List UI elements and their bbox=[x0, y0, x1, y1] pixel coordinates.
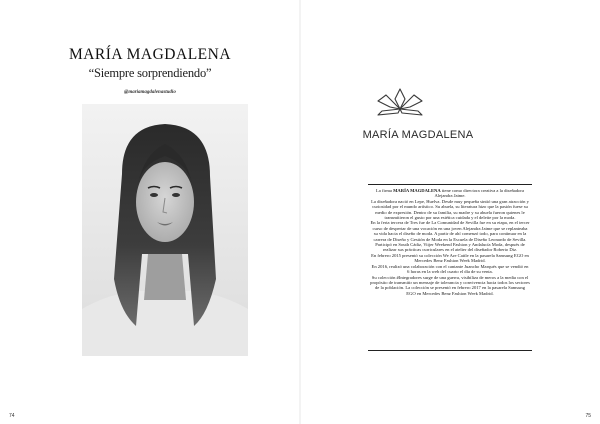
designer-portrait-photo bbox=[82, 104, 248, 356]
bio-p1-brand: MARÍA MAGDALENA bbox=[393, 188, 441, 193]
bio-paragraph-1 bbox=[370, 188, 530, 199]
bio-paragraph-5: En febrero 2015 presentó su colección We Are Cattle en la pasarela Samsung EGO en Mercedes Benz Fashion Week Madrid. bbox=[371, 252, 529, 264]
bio-paragraph-3: En la feria tercera de Tres fue de La Comunidad de Sevilla fue en su etapa, en el tercer curso de despertar de una vocación en una joven Alejandra Jaime que se replanteaba su vida hacia el diseño de moda. A partir de ahí comenzó todo, para continuar en la carrera de Diseño y Gestión de Moda en la Escuela de Diseño Leonardo de Sevilla. bbox=[370, 220, 530, 242]
instagram-handle: @mariamagdalenastudio bbox=[124, 90, 176, 95]
bio-paragraph-6: En 2016, realizó una colaboración con el cantante Juancho Marqués que se vendió en 6 horas en la web del cuarto el día de su venta. bbox=[371, 263, 529, 275]
page-number-right: 75 bbox=[585, 413, 591, 419]
rule-bottom bbox=[368, 350, 532, 351]
bio-paragraph-7: Su colección #Integradores surge de una guerra, visibiliza de meros a la media con el propósito de transmitir un mensaje de tolerancia y convivencia hacia todos los sectores de la población. La colección se presentó en febrero 2017 en la pasarela Samsung EGO en Mercedes Benz Fashion Week Madrid. bbox=[370, 274, 530, 296]
brand-wordmark bbox=[360, 126, 476, 142]
brand-lotus-icon bbox=[372, 85, 428, 117]
feature-quote: “Siempre sorprendiendo” bbox=[88, 66, 212, 80]
right-page bbox=[300, 0, 600, 424]
bio-paragraph-2: La diseñadora nació en Lepe, Huelva. Desde muy pequeña sintió una gran atracción y curiosidad por el mundo artístico. Su abuela, su literatura hizo que la pasión fuese su medio de expresión. Dentro de su familia, su madre y su abuela fueron quienes le transmitieron el gusto por una estética cuidada y el deleite por la moda. bbox=[371, 198, 529, 221]
brand-wordmark-text: MARÍA MAGDALENA bbox=[362, 129, 474, 141]
bio-p1-rest: tiene como directora creativa a la diseñadora Alejandra Jaime. bbox=[434, 188, 524, 199]
rule-top bbox=[368, 184, 532, 185]
bio-paragraph-4: Participó en South Cádiz, Viijer Weekend Fashion y Andalucía Moda, después de realizar sus prácticas curriculares en el atelier del diseñador Roberto Diz. bbox=[375, 242, 525, 253]
portrait-illustration bbox=[82, 104, 248, 356]
feature-title: MARÍA MAGDALENA bbox=[68, 46, 232, 63]
designer-bio bbox=[370, 188, 530, 296]
bio-p1-prefix: La firma bbox=[376, 188, 394, 193]
page-number-left: 74 bbox=[9, 413, 15, 419]
